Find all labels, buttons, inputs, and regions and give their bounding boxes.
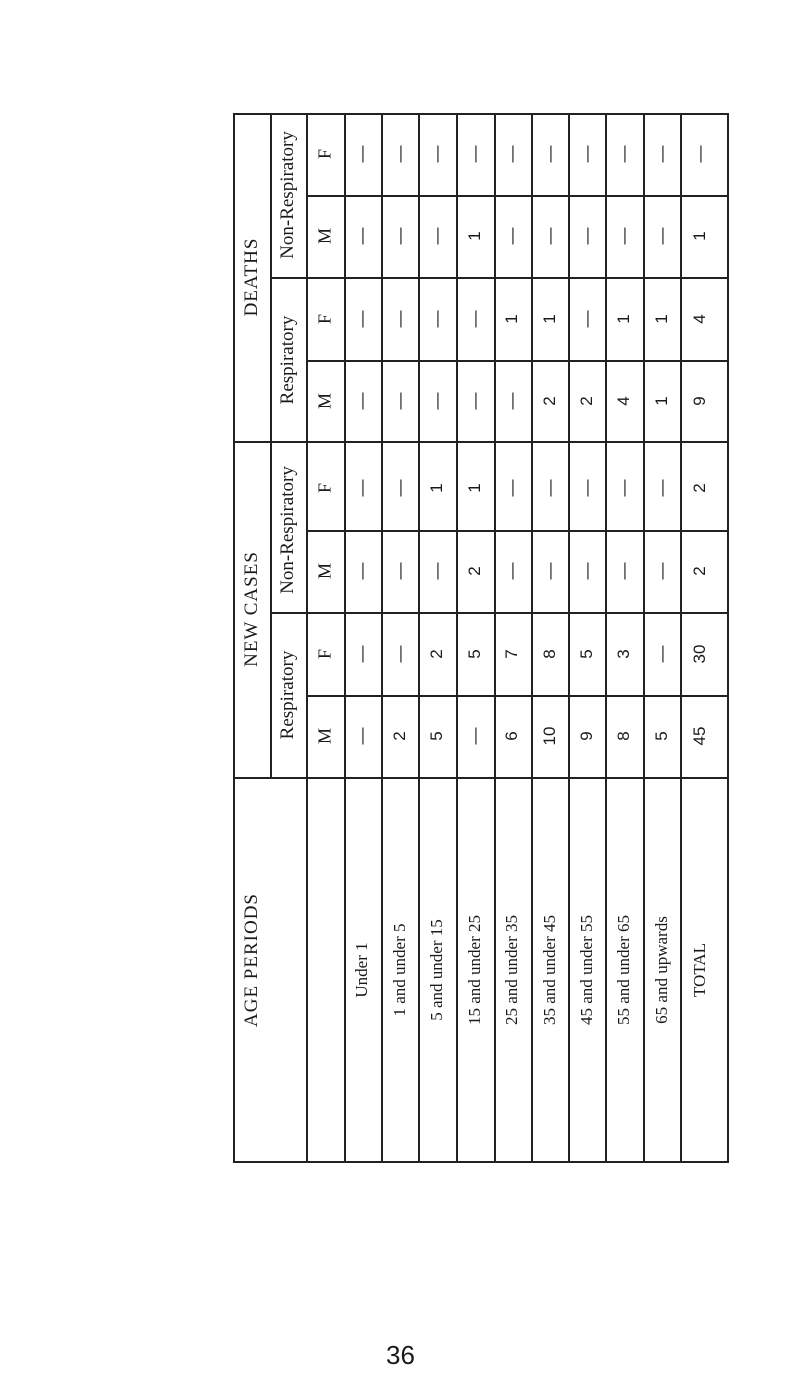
divider-nc-nonresp-mf (306, 530, 729, 532)
divider-nc-resp-mf (306, 695, 729, 697)
row-divider (344, 113, 346, 1163)
divider-deaths-nonresp-mf (306, 195, 729, 197)
row-divider (643, 113, 645, 1163)
row-divider (531, 113, 533, 1163)
divider-deaths-sub (270, 277, 729, 279)
row-divider (456, 113, 458, 1163)
divider-newcases-sub (270, 612, 729, 614)
row-divider (494, 113, 496, 1163)
row-divider (605, 113, 607, 1163)
row-divider (568, 113, 570, 1163)
divider-deaths-resp-mf (306, 360, 729, 362)
page-number: 36 (386, 1340, 415, 1370)
col-divider-header2 (306, 113, 308, 1163)
col-divider-header (270, 113, 272, 778)
row-divider (418, 113, 420, 1163)
row-divider (381, 113, 383, 1163)
row-divider (680, 113, 682, 1163)
